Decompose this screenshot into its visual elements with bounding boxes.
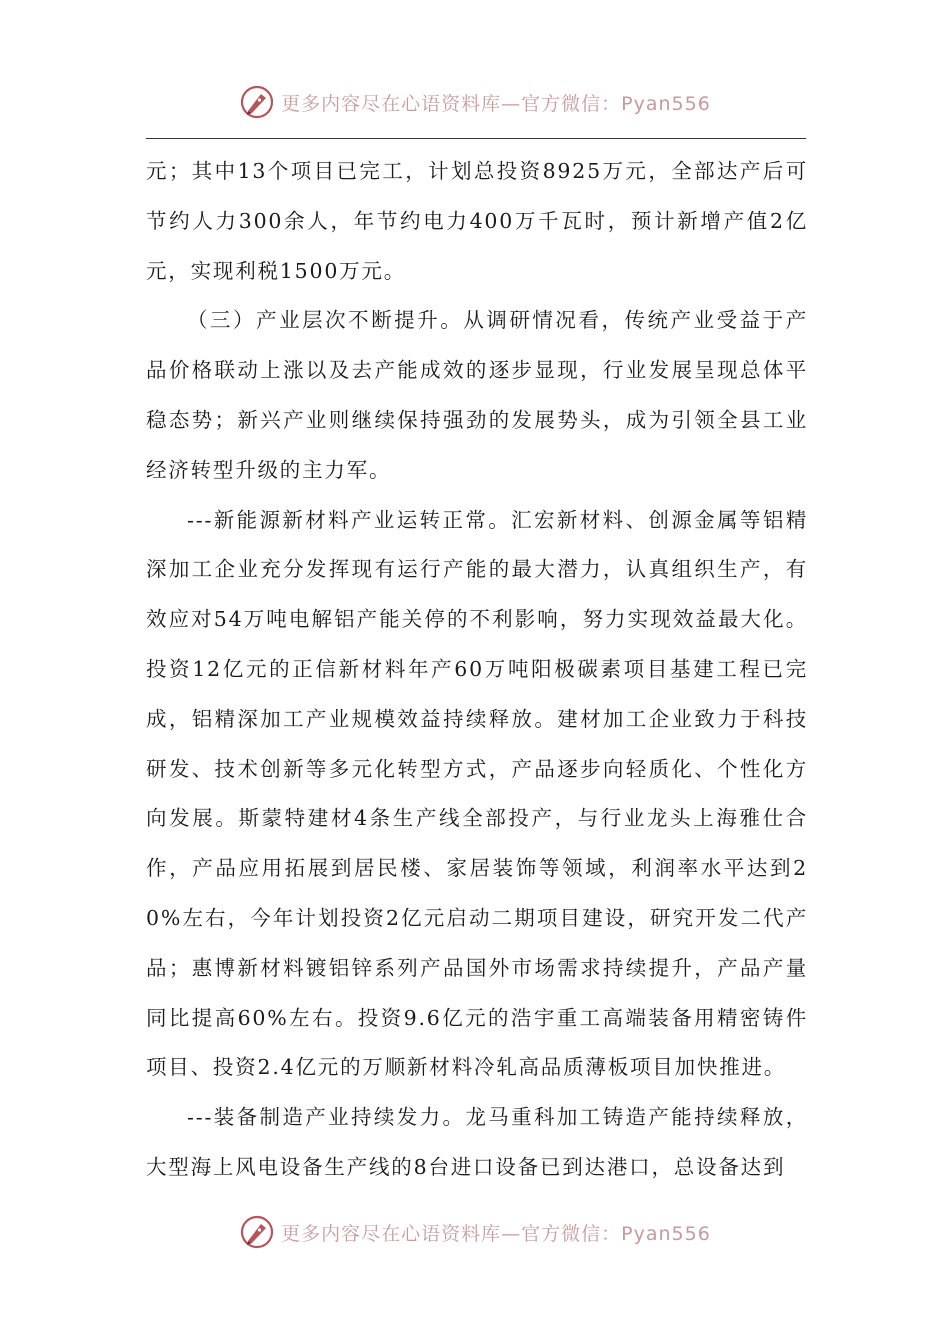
paragraph-equipment-manufacturing: ---装备制造产业持续发力。龙马重科加工铸造产能持续释放，大型海上风电设备生产线的8台进口设备已到达港口，总设备达到 — [146, 1105, 808, 1179]
pen-nib-icon — [239, 84, 275, 120]
document-body — [146, 147, 808, 1193]
footer-banner — [0, 1208, 950, 1256]
header-divider — [146, 138, 806, 139]
header-text: 更多内容尽在心语资料库—官方微信：Pyan556 — [281, 92, 711, 115]
paragraph-new-energy-materials: ---新能源新材料产业运转正常。汇宏新材料、创源金属等铝精深加工企业充分发挥现有运行产能的最大潜力，认真组织生产，有效应对54万吨电解铝产能关停的不利影响，努力实现效益最大化。投资12亿元的正信新材料年产60万吨阳极碳素项目基建工程已完成，铝精深加工产业规模效益持续释放。建材加工企业致力于科技研发、技术创新等多元化转型方式，产品逐步向轻质化、个性化方向发展。斯蒙特建材4条生产线全部投产，与行业龙头上海雅仕合作，产品应用拓展到居民楼、家居装饰等领域，利润率水平达到20%左右，今年计划投资2亿元启动二期项目建设，研究开发二代产品；惠博新材料镀铝锌系列产品国外市场需求持续提升，产品产量同比提高60%左右。投资9.6亿元的浩宇重工高端装备用精密铸件项目、投资2.4亿元的万顺新材料冷轧高品质薄板项目加快推进。 — [146, 507, 808, 1080]
header-banner — [0, 78, 950, 126]
paragraph-section-three: （三）产业层次不断提升。从调研情况看，传统产业受益于产品价格联动上涨以及去产能成效的逐步显现，行业发展呈现总体平稳态势；新兴产业则继续保持强劲的发展势头，成为引领全县工业经济转型升级的主力军。 — [146, 308, 808, 482]
paragraph-continuation: 元；其中13个项目已完工，计划总投资8925万元，全部达产后可节约人力300余人，年节约电力400万千瓦时，预计新增产值2亿元，实现利税1500万元。 — [146, 159, 808, 283]
pen-nib-icon — [239, 1214, 275, 1250]
footer-text: 更多内容尽在心语资料库—官方微信：Pyan556 — [281, 1222, 711, 1245]
